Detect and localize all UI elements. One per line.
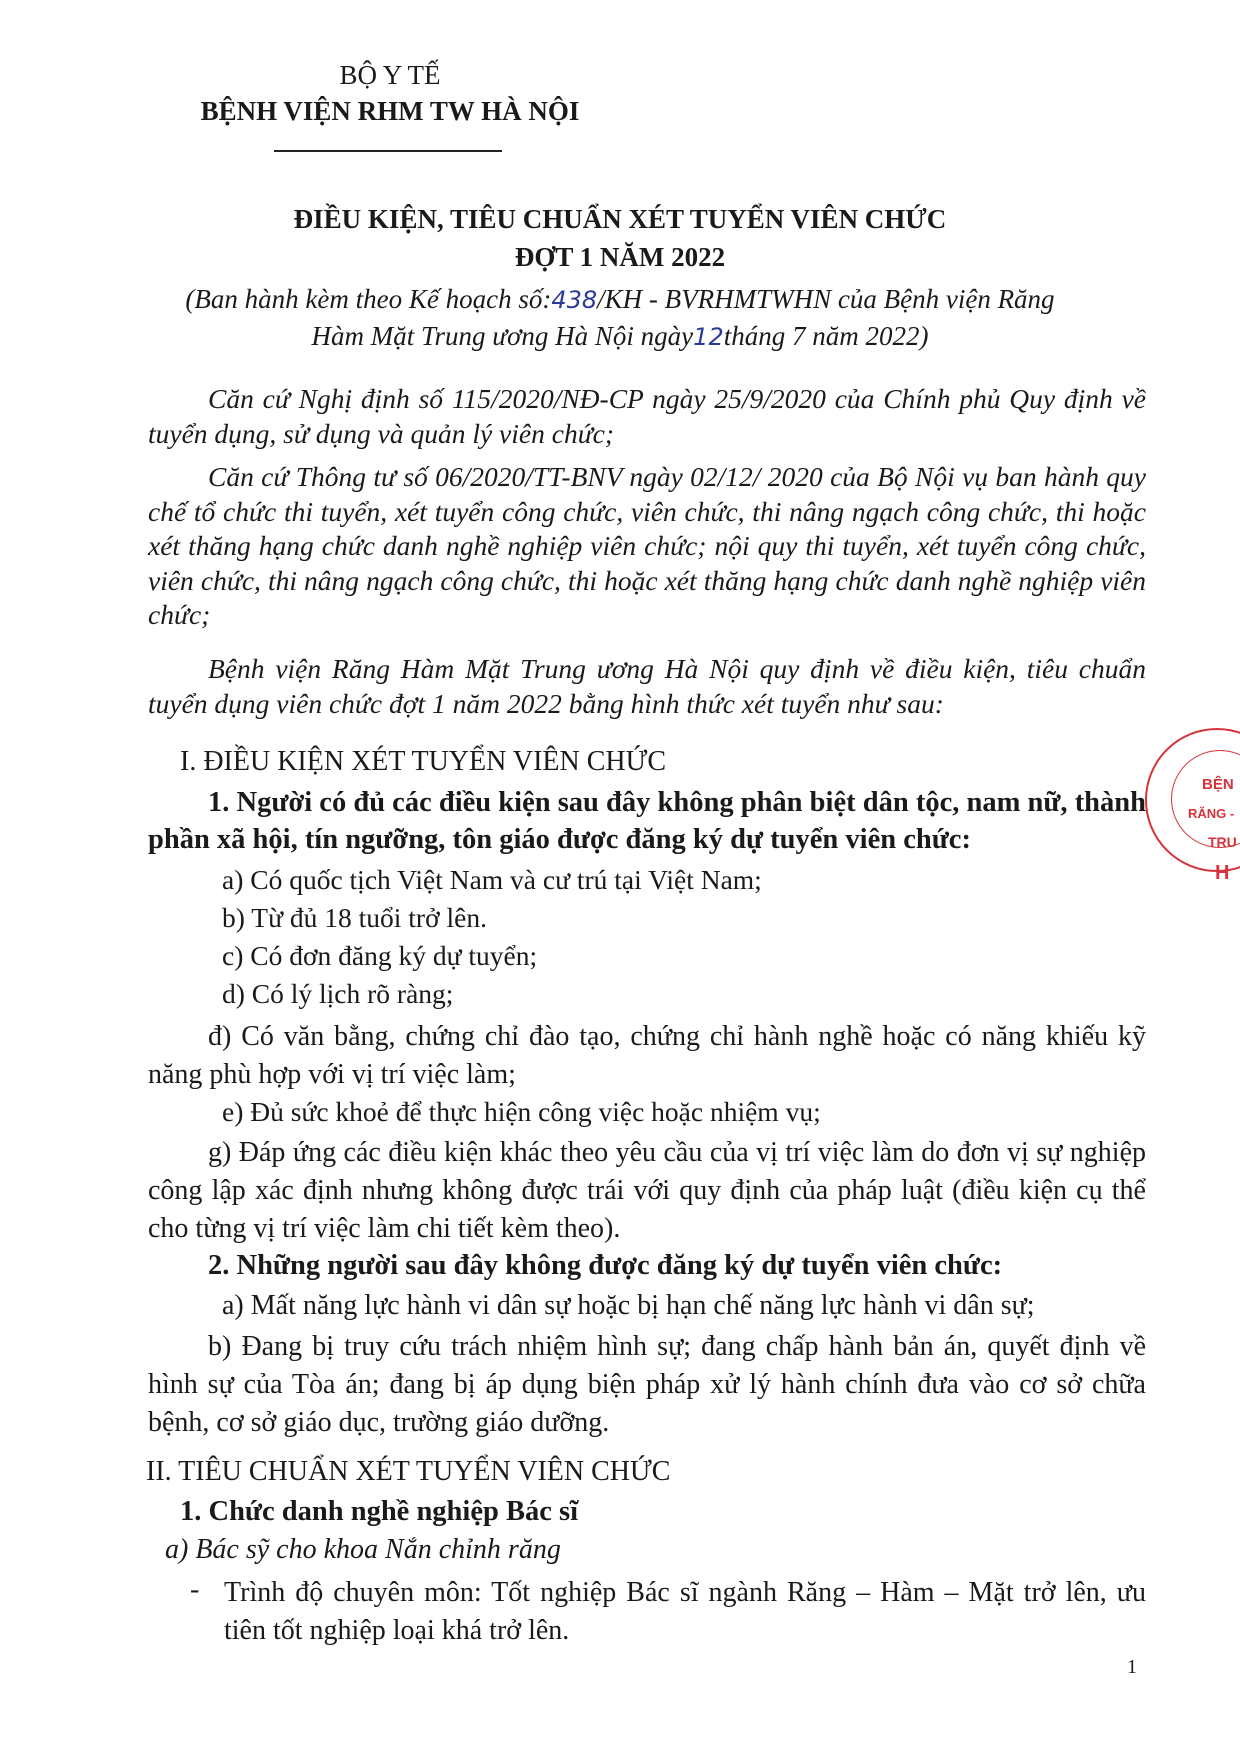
bullet-dash: - xyxy=(190,1574,200,1605)
document-title-round: ĐỢT 1 NĂM 2022 xyxy=(514,242,726,272)
issuance-note-text: /KH - BVRHMTWHN của Bệnh viện Răng xyxy=(597,284,1055,314)
issuance-note-line2 xyxy=(120,321,1120,352)
issuance-note-text: Hàm Mặt Trung ương Hà Nội ngày xyxy=(311,321,694,351)
condition-item-dd: đ) Có văn bằng, chứng chỉ đào tạo, chứng chỉ hành nghề hoặc có năng khiếu kỹ năng phù hợp với vị trí việc làm; xyxy=(148,1021,1146,1090)
section-2-heading: II. TIÊU CHUẨN XÉT TUYỂN VIÊN CHỨC xyxy=(146,1456,671,1487)
page-number: 1 xyxy=(1127,1656,1137,1678)
ministry-name: BỘ Y TẾ xyxy=(339,60,441,90)
section-2-subheading-1: 1. Chức danh nghề nghiệp Bác sĩ xyxy=(180,1496,578,1527)
handwritten-day: 12 xyxy=(693,323,724,351)
section-2-subheading-1a: a) Bác sỹ cho khoa Nắn chỉnh răng xyxy=(165,1534,561,1565)
hospital-name: BỆNH VIỆN RHM TW HÀ NỘI xyxy=(200,96,580,126)
preamble-paragraph-1: Căn cứ Nghị định số 115/2020/NĐ-CP ngày 25/9/2020 của Chính phủ Quy định về tuyển dụng, sử dụng và quản lý viên chức; xyxy=(148,383,1146,449)
section-1-heading: I. ĐIỀU KIỆN XÉT TUYỂN VIÊN CHỨC xyxy=(180,746,667,777)
header-divider xyxy=(274,150,502,152)
issuance-note-line1 xyxy=(120,284,1120,315)
seal-text-line2: RĂNG - xyxy=(1188,806,1235,821)
issuance-note-text: (Ban hành kèm theo Kế hoạch số: xyxy=(185,284,552,314)
section-1-subheading-1: 1. Người có đủ các điều kiện sau đây không phân biệt dân tộc, nam nữ, thành phần xã hội, tín ngưỡng, tôn giáo được đăng ký dự tuyển viên chức: xyxy=(148,787,1146,855)
section-1-subheading-2: 2. Những người sau đây không được đăng ký dự tuyển viên chức: xyxy=(208,1250,1003,1281)
condition-item-g: g) Đáp ứng các điều kiện khác theo yêu cầu của vị trí việc làm do đơn vị sự nghiệp công lập xác định nhưng không được trái với quy định của pháp luật (điều kiện cụ thể cho từng vị trí việc làm chi tiết kèm theo). xyxy=(148,1137,1146,1244)
issuance-note-text: tháng 7 năm 2022) xyxy=(723,321,929,351)
condition-item-a: a) Có quốc tịch Việt Nam và cư trú tại Việt Nam; xyxy=(222,864,762,895)
exclusion-item-b: b) Đang bị truy cứu trách nhiệm hình sự; đang chấp hành bản án, quyết định về hình sự của Tòa án; đang bị áp dụng biện pháp xử lý hành chính đưa vào cơ sở chữa bệnh, cơ sở giáo dục, trường giáo dưỡng. xyxy=(148,1331,1146,1438)
handwritten-plan-number: 438 xyxy=(551,286,598,314)
document-title: ĐIỀU KIỆN, TIÊU CHUẨN XÉT TUYỂN VIÊN CHỨC xyxy=(293,204,947,234)
exclusion-item-a: a) Mất năng lực hành vi dân sự hoặc bị hạn chế năng lực hành vi dân sự; xyxy=(222,1290,1035,1321)
preamble-paragraph-2: Căn cứ Thông tư số 06/2020/TT-BNV ngày 02/12/ 2020 của Bộ Nội vụ ban hành quy chế tổ chức thi tuyển, xét tuyển công chức, viên chức, thi nâng ngạch công chức, thi hoặc xét thăng hạng chức danh nghề nghiệp viên chức; nội quy thi tuyển, xét tuyển công chức, viên chức, thi nâng ngạch công chức, thi hoặc xét thăng hạng chức danh nghề nghiệp viên chức; xyxy=(148,461,1146,630)
condition-item-d: d) Có lý lịch rõ ràng; xyxy=(222,978,454,1009)
seal-text-line3: TRU xyxy=(1208,834,1237,850)
preamble-paragraph-3: Bệnh viện Răng Hàm Mặt Trung ương Hà Nội quy định về điều kiện, tiêu chuẩn tuyển dụng viên chức đợt 1 năm 2022 bằng hình thức xét tuyển như sau: xyxy=(148,653,1146,719)
qualification-bullet: Trình độ chuyên môn: Tốt nghiệp Bác sĩ ngành Răng – Hàm – Mặt trở lên, ưu tiên tốt nghiệp loại khá trở lên. xyxy=(224,1577,1146,1646)
seal-text-line1: BỆN xyxy=(1202,776,1234,793)
condition-item-e: e) Đủ sức khoẻ để thực hiện công việc hoặc nhiệm vụ; xyxy=(222,1096,821,1127)
condition-item-b: b) Từ đủ 18 tuổi trở lên. xyxy=(222,902,487,933)
seal-text-line4: H xyxy=(1215,862,1230,884)
condition-item-c: c) Có đơn đăng ký dự tuyển; xyxy=(222,940,538,971)
